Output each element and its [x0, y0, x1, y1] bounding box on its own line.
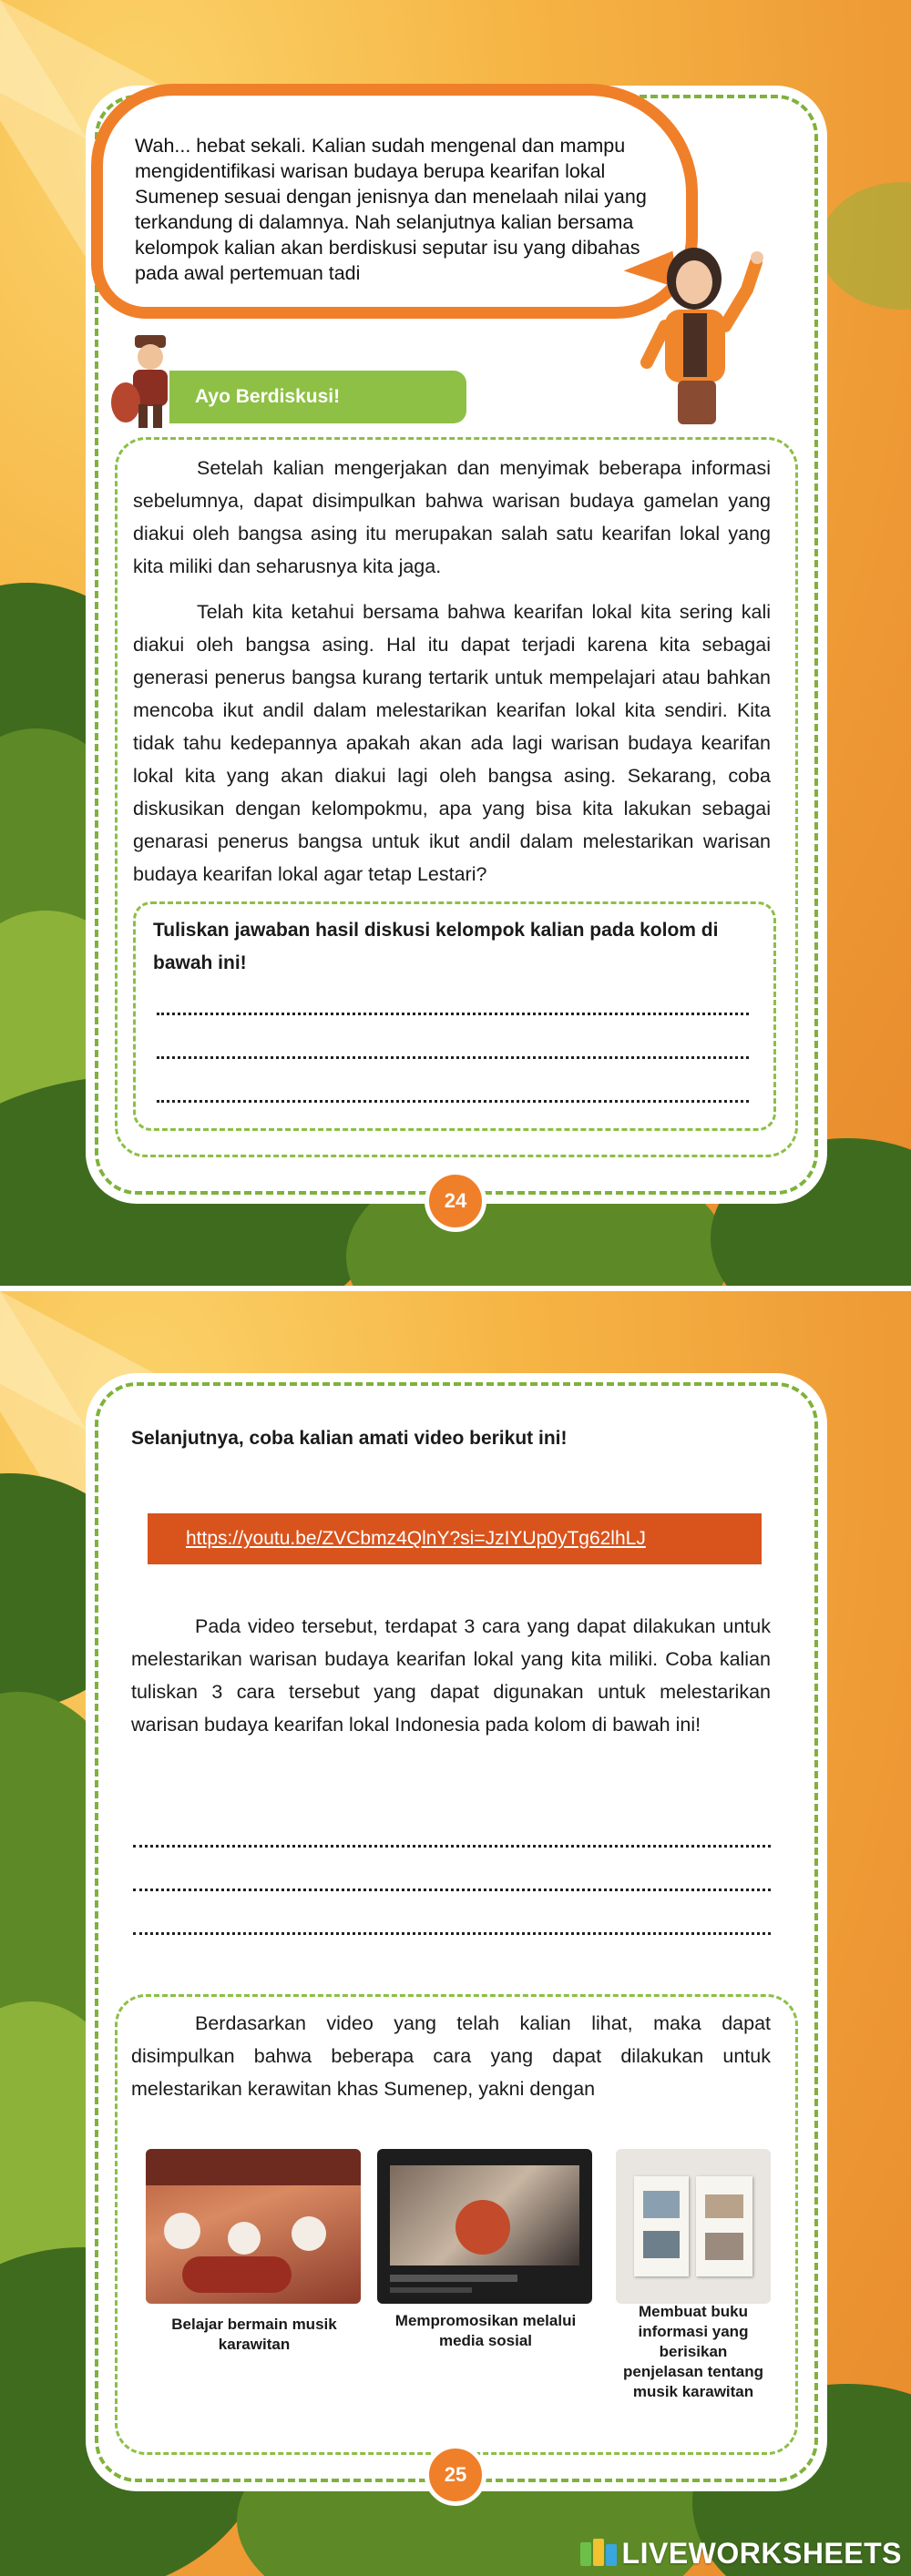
caption: Belajar bermain musik karawitan — [171, 2316, 337, 2353]
page-number: 24 — [425, 1170, 486, 1232]
bush-decoration — [820, 182, 911, 310]
liveworksheets-icon — [580, 2539, 617, 2570]
answer-line[interactable] — [133, 1932, 771, 1935]
intro-text: Selanjutnya, coba kalian amati video berikut ini! — [131, 1428, 568, 1449]
answer-line[interactable] — [133, 1845, 771, 1848]
caption: Mempromosikan melalui media sosial — [394, 2312, 577, 2349]
answer-line[interactable] — [157, 1100, 749, 1103]
paragraph: Berdasarkan video yang telah kalian lihat, maka dapat disimpulkan bahwa beberapa cara yang dapat dilakukan untuk melestarikan kerawitan khas Sumenep, yakni dengan — [131, 2012, 771, 2100]
answer-line[interactable] — [157, 1013, 749, 1015]
bubble-text: Wah... hebat sekali. Kalian sudah mengenal dan mampu mengidentifikasi warisan budaya berupa kearifan lokal Sumenep sesuai dengan jenisnya dan menelaah nilai yang terkandung di dalamnya. Nah selanjutnya kalian bersama kelompok kalian akan berdiskusi seputar isu yang dibahas pada awal pertemuan tadi — [135, 135, 647, 284]
section-title-banner: Ayo Berdiskusi! — [169, 371, 466, 423]
photo-karawitan-practice — [146, 2149, 361, 2304]
brand-name: LIVEWORKSHEETS — [621, 2537, 902, 2570]
paragraph: Telah kita ketahui bersama bahwa kearifan lokal kita sering kali diakui oleh bangsa asing. Hal itu dapat terjadi karena kita sebagai generasi penerus bangsa kurang tertarik untuk mempelajari atau bahkan mencoba ikut andil dalam melestarikan kearifan lokal kita sendiri. Kita tidak tahu kedepannya apakah akan ada lagi warisan budaya kearifan lokal kita yang akan diakui lagi oleh bangsa asing. Sekarang, coba diskusikan dengan kelompokmu, apa yang bisa kita lakukan sebagai genarasi penerus bangsa untuk ikut andil dalam melestarikan warisan budaya kearifan lokal agar tetap Lestari? — [133, 601, 771, 885]
answer-line[interactable] — [157, 1056, 749, 1059]
worksheet-page-25 — [0, 1291, 911, 2576]
paragraph: Setelah kalian mengerjakan dan menyimak beberapa informasi sebelumnya, dapat disimpulkan bahwa warisan budaya gamelan yang diakui oleh bangsa asing itu merupakan salah satu kearifan lokal yang kita miliki dan seharusnya kita jaga. — [133, 457, 771, 577]
worksheet-page-24 — [0, 0, 911, 1286]
discussion-text — [133, 452, 771, 891]
answer-line[interactable] — [133, 1889, 771, 1891]
photo-info-book — [616, 2149, 771, 2304]
teacher-illustration — [610, 226, 774, 426]
video-task-text — [131, 1610, 771, 1741]
conclusion-text — [131, 2007, 771, 2105]
answer-prompt: Tuliskan jawaban hasil diskusi kelompok kalian pada kolom di bawah ini! — [153, 920, 719, 973]
caption: Membuat buku informasi yang berisikan penjelasan tentang musik karawitan — [623, 2303, 763, 2400]
page-number: 25 — [425, 2444, 486, 2506]
photo-social-media — [377, 2149, 592, 2304]
liveworksheets-logo[interactable] — [580, 2537, 902, 2571]
paragraph: Pada video tersebut, terdapat 3 cara yang dapat dilakukan untuk melestarikan warisan budaya kearifan lokal yang kita miliki. Coba kalian tuliskan 3 cara tersebut yang dapat digunakan untuk melestarikan warisan budaya kearifan lokal Indonesia pada kolom di bawah ini! — [131, 1615, 771, 1736]
video-link[interactable]: https://youtu.be/ZVCbmz4QlnY?si=JzIYUp0yTg62lhLJ — [148, 1513, 762, 1564]
